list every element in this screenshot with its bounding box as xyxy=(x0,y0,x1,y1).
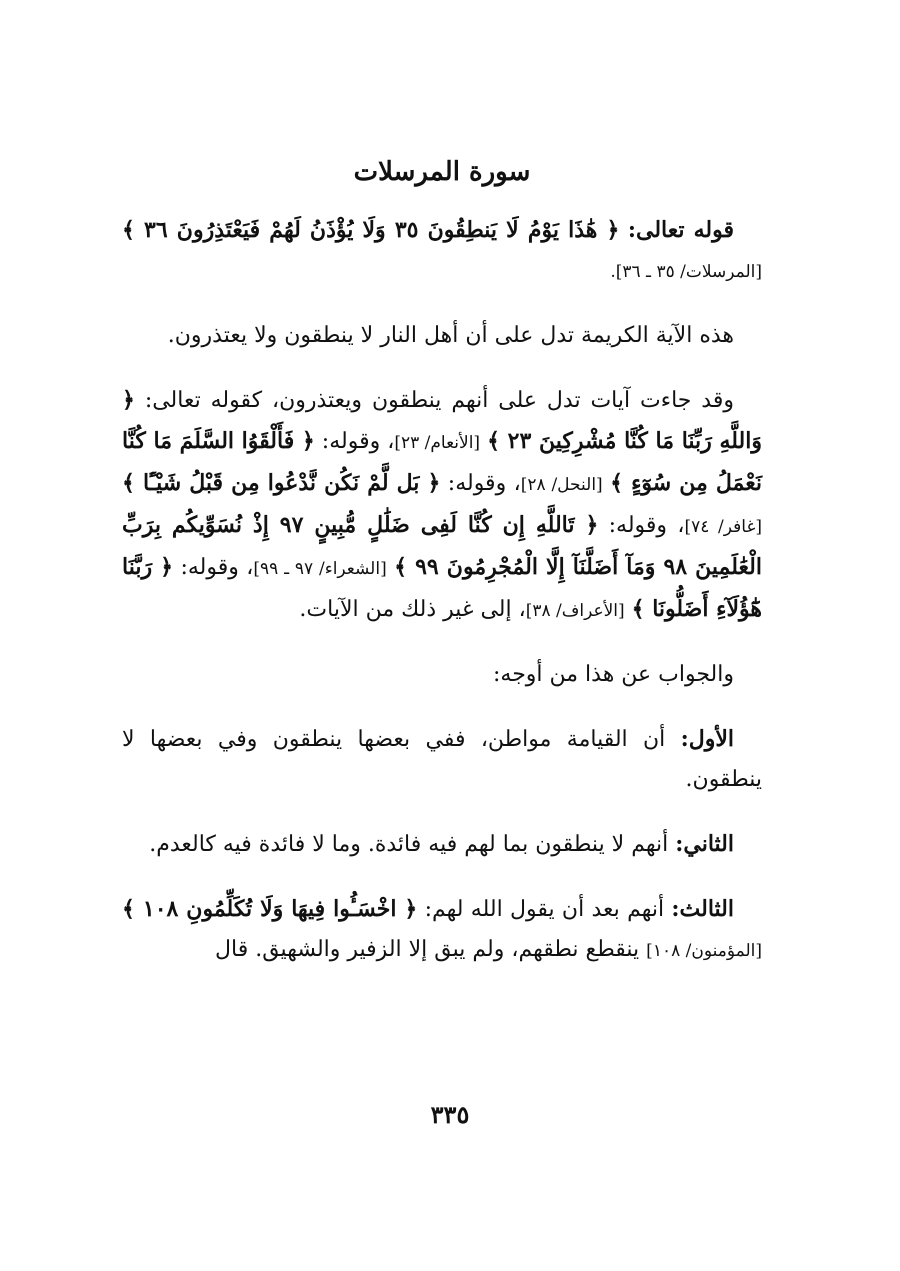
paragraph-text: ، وقوله: xyxy=(608,513,685,538)
quran-verse: ﴿ وَاللَّهِ رَبِّنَا مَا كُنَّا مُشْرِكِينَ ٢٣ ﴾ xyxy=(122,387,762,454)
answer-second-paragraph xyxy=(122,824,762,865)
verse-reference: [المؤمنون/ ١٠٨] xyxy=(646,941,762,961)
quran-verse: ﴿ اخْسَـُٔوا فِيهَا وَلَا تُكَلِّمُونِ ١٠٨ ﴾ xyxy=(122,896,418,922)
answer-first-lead: الأول: xyxy=(680,726,734,752)
answer-intro-text: والجواب عن هذا من أوجه: xyxy=(492,662,734,687)
answer-first-text: أن القيامة مواطن، ففي بعضها ينطقون وفي بعضها لا ينطقون. xyxy=(122,727,762,792)
verse-reference: [النحل/ ٢٨] xyxy=(520,475,603,495)
explanation-text: هذه الآية الكريمة تدل على أن أهل النار لا ينطقون ولا يعتذرون. xyxy=(167,323,734,348)
answer-second-lead: الثاني: xyxy=(675,831,734,857)
paragraph-text: ، إلى غير ذلك من الآيات. xyxy=(299,597,526,622)
verse-reference: [الأعراف/ ٣٨] xyxy=(525,601,625,621)
quran-verse: ﴿ هَٰذَا يَوْمُ لَا يَنطِقُونَ ٣٥ وَلَا يُؤْذَنُ لَهُمْ فَيَعْتَذِرُونَ ٣٦ ﴾ xyxy=(122,217,620,243)
quran-verse: ﴿ فَأَلْقَوُا السَّلَمَ مَا كُنَّا نَعْمَلُ مِن سُوٓءٍ ﴾ xyxy=(122,428,763,496)
contrary-verses-paragraph xyxy=(122,380,762,631)
quran-verse: ﴿ رَبَّنَا هَٰٓؤُلَآءِ أَضَلُّونَا ﴾ xyxy=(122,554,762,622)
verse-reference: [الأنعام/ ٢٣] xyxy=(394,433,481,453)
paragraph-text: ، وقوله: xyxy=(447,471,521,496)
question-paragraph xyxy=(122,210,762,292)
answer-intro-paragraph xyxy=(122,655,762,695)
answer-third-paragraph xyxy=(122,889,762,971)
question-lead: قوله تعالى: xyxy=(627,217,734,243)
paragraph-text: أنهم بعد أن يقول الله لهم: xyxy=(424,897,665,922)
verse-reference: [الشعراء/ ٩٧ ـ ٩٩] xyxy=(253,559,387,579)
verse-reference: [غافر/ ٧٤] xyxy=(684,517,762,537)
verse-reference: [المرسلات/ ٣٥ ـ ٣٦]. xyxy=(610,262,762,282)
quran-verse: ﴿ تَاللَّهِ إِن كُنَّا لَفِى ضَلَٰلٍ مُّبِينٍ ٩٧ إِذْ نُسَوِّيكُم بِرَبِّ الْعَٰلَمِينَ ٩٨ وَمَآ أَضَلَّنَآ إِلَّا الْمُجْرِمُونَ ٩٩ ﴾ xyxy=(122,512,762,580)
answer-second-text: أنهم لا ينطقون بما لهم فيه فائدة. وما لا فائدة فيه كالعدم. xyxy=(149,832,669,857)
paragraph-text: ينقطع نطقهم، ولم يبق إلا الزفير والشهيق. قال xyxy=(215,937,640,962)
explanation-paragraph xyxy=(122,316,762,356)
page-number: ٣٣٥ xyxy=(430,1100,470,1129)
answer-third-lead: الثالث: xyxy=(671,896,734,922)
surah-title: سورة المرسلات xyxy=(353,157,531,187)
paragraph-text: ، وقوله: xyxy=(321,429,395,454)
paragraph-text: وقد جاءت آيات تدل على أنهم ينطقون ويعتذرون، كقوله تعالى: xyxy=(144,388,734,413)
quran-verse: ﴿ بَل لَّمْ نَكُن نَّدْعُوا مِن قَبْلُ شَيْـًٔا ﴾ xyxy=(122,470,441,496)
answer-first-paragraph xyxy=(122,719,762,800)
paragraph-text: ، وقوله: xyxy=(180,555,254,580)
